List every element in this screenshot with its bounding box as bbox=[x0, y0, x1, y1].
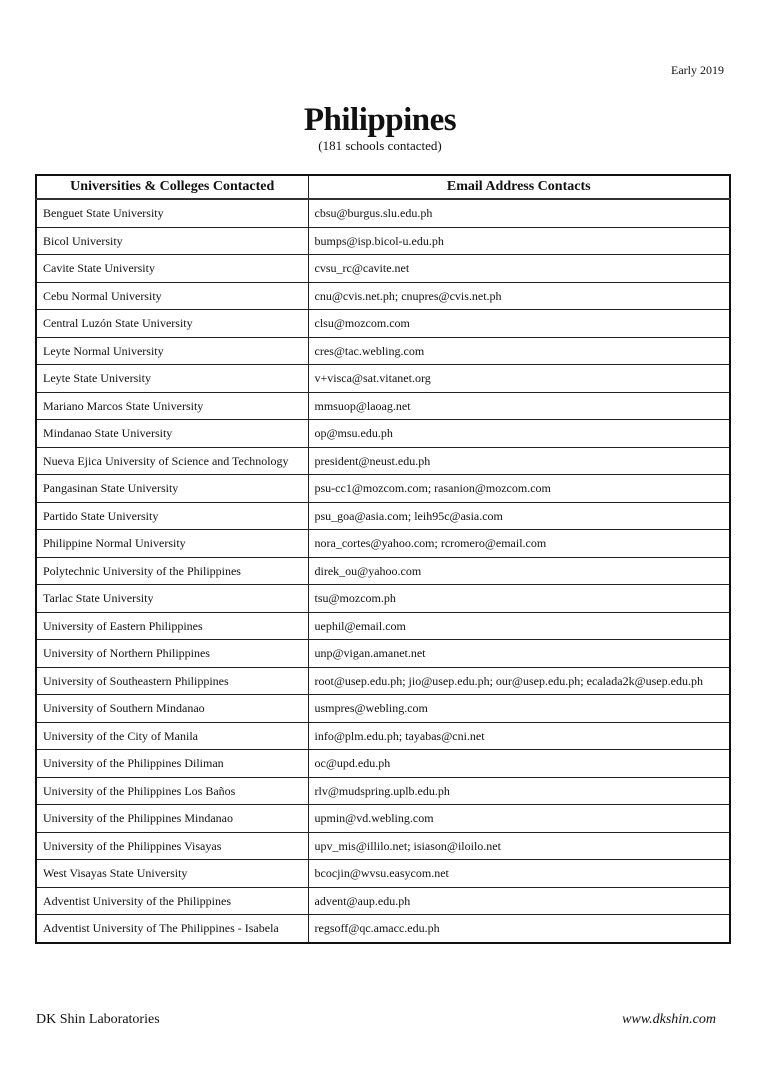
school-name-cell: Mindanao State University bbox=[36, 420, 308, 448]
school-name-cell: University of Eastern Philippines bbox=[36, 612, 308, 640]
school-name-cell: University of the Philippines Visayas bbox=[36, 832, 308, 860]
footer-organization: DK Shin Laboratories bbox=[36, 1012, 160, 1027]
table-row bbox=[36, 695, 730, 723]
table-row bbox=[36, 612, 730, 640]
table-row bbox=[36, 337, 730, 365]
school-name-cell: Adventist University of the Philippines bbox=[36, 887, 308, 915]
table-row bbox=[36, 530, 730, 558]
email-cell: mmsuop@laoag.net bbox=[308, 392, 730, 420]
school-name-cell: West Visayas State University bbox=[36, 860, 308, 888]
table-row bbox=[36, 585, 730, 613]
school-name-cell: Tarlac State University bbox=[36, 585, 308, 613]
school-name-cell: Partido State University bbox=[36, 502, 308, 530]
email-cell: uephil@email.com bbox=[308, 612, 730, 640]
school-name-cell: University of Southeastern Philippines bbox=[36, 667, 308, 695]
table-row bbox=[36, 475, 730, 503]
school-name-cell: Leyte Normal University bbox=[36, 337, 308, 365]
school-name-cell: Cebu Normal University bbox=[36, 282, 308, 310]
table-row bbox=[36, 310, 730, 338]
email-cell: psu_goa@asia.com; leih95c@asia.com bbox=[308, 502, 730, 530]
school-name-cell: Philippine Normal University bbox=[36, 530, 308, 558]
email-cell: advent@aup.edu.ph bbox=[308, 887, 730, 915]
school-name-cell: University of the Philippines Los Baños bbox=[36, 777, 308, 805]
school-name-cell: University of Northern Philippines bbox=[36, 640, 308, 668]
school-name-cell: University of the Philippines Diliman bbox=[36, 750, 308, 778]
table-row bbox=[36, 805, 730, 833]
table-row bbox=[36, 667, 730, 695]
table-row bbox=[36, 860, 730, 888]
document-date: Early 2019 bbox=[671, 63, 724, 77]
contacts-table bbox=[35, 174, 731, 944]
school-name-cell: Leyte State University bbox=[36, 365, 308, 393]
table-body bbox=[36, 199, 730, 943]
table-row bbox=[36, 420, 730, 448]
email-cell: clsu@mozcom.com bbox=[308, 310, 730, 338]
table-row bbox=[36, 722, 730, 750]
table-row bbox=[36, 447, 730, 475]
email-cell: regsoff@qc.amacc.edu.ph bbox=[308, 915, 730, 943]
school-name-cell: Benguet State University bbox=[36, 199, 308, 227]
email-cell: upmin@vd.webling.com bbox=[308, 805, 730, 833]
page-title: Philippines bbox=[303, 102, 457, 138]
email-cell: unp@vigan.amanet.net bbox=[308, 640, 730, 668]
email-cell: cnu@cvis.net.ph; cnupres@cvis.net.ph bbox=[308, 282, 730, 310]
email-cell: root@usep.edu.ph; jio@usep.edu.ph; our@usep.edu.ph; ecalada2k@usep.edu.ph bbox=[308, 667, 730, 695]
email-cell: president@neust.edu.ph bbox=[308, 447, 730, 475]
table-row bbox=[36, 227, 730, 255]
school-name-cell: Cavite State University bbox=[36, 255, 308, 283]
email-cell: bcocjin@wvsu.easycom.net bbox=[308, 860, 730, 888]
page-subtitle: (181 schools contacted) bbox=[318, 138, 442, 153]
school-name-cell: Mariano Marcos State University bbox=[36, 392, 308, 420]
email-cell: cvsu_rc@cavite.net bbox=[308, 255, 730, 283]
email-cell: info@plm.edu.ph; tayabas@cni.net bbox=[308, 722, 730, 750]
school-name-cell: University of the City of Manila bbox=[36, 722, 308, 750]
table-row bbox=[36, 255, 730, 283]
table-row bbox=[36, 392, 730, 420]
table-row bbox=[36, 282, 730, 310]
table-row bbox=[36, 199, 730, 227]
footer-website-link[interactable]: www.dkshin.com bbox=[622, 1012, 716, 1027]
email-cell: cbsu@burgus.slu.edu.ph bbox=[308, 199, 730, 227]
table-row bbox=[36, 640, 730, 668]
email-cell: oc@upd.edu.ph bbox=[308, 750, 730, 778]
table-row bbox=[36, 915, 730, 943]
table-row bbox=[36, 777, 730, 805]
email-cell: usmpres@webling.com bbox=[308, 695, 730, 723]
school-name-cell: Adventist University of The Philippines - Isabela bbox=[36, 915, 308, 943]
email-cell: upv_mis@illilo.net; isiason@iloilo.net bbox=[308, 832, 730, 860]
school-name-cell: Polytechnic University of the Philippines bbox=[36, 557, 308, 585]
school-name-cell: Central Luzón State University bbox=[36, 310, 308, 338]
email-cell: cres@tac.webling.com bbox=[308, 337, 730, 365]
school-name-cell: Bicol University bbox=[36, 227, 308, 255]
column-header-email: Email Address Contacts bbox=[308, 175, 730, 199]
school-name-cell: University of the Philippines Mindanao bbox=[36, 805, 308, 833]
email-cell: rlv@mudspring.uplb.edu.ph bbox=[308, 777, 730, 805]
email-cell: op@msu.edu.ph bbox=[308, 420, 730, 448]
table-header-row bbox=[36, 175, 730, 199]
school-name-cell: Pangasinan State University bbox=[36, 475, 308, 503]
school-name-cell: University of Southern Mindanao bbox=[36, 695, 308, 723]
school-name-cell: Nueva Ejica University of Science and Technology bbox=[36, 447, 308, 475]
email-cell: psu-cc1@mozcom.com; rasanion@mozcom.com bbox=[308, 475, 730, 503]
email-cell: v+visca@sat.vitanet.org bbox=[308, 365, 730, 393]
table-row bbox=[36, 365, 730, 393]
table-row bbox=[36, 557, 730, 585]
table-row bbox=[36, 832, 730, 860]
email-cell: direk_ou@yahoo.com bbox=[308, 557, 730, 585]
column-header-school: Universities & Colleges Contacted bbox=[36, 175, 308, 199]
email-cell: nora_cortes@yahoo.com; rcromero@email.com bbox=[308, 530, 730, 558]
table-row bbox=[36, 502, 730, 530]
email-cell: bumps@isp.bicol-u.edu.ph bbox=[308, 227, 730, 255]
email-cell: tsu@mozcom.ph bbox=[308, 585, 730, 613]
table-row bbox=[36, 750, 730, 778]
table-row bbox=[36, 887, 730, 915]
